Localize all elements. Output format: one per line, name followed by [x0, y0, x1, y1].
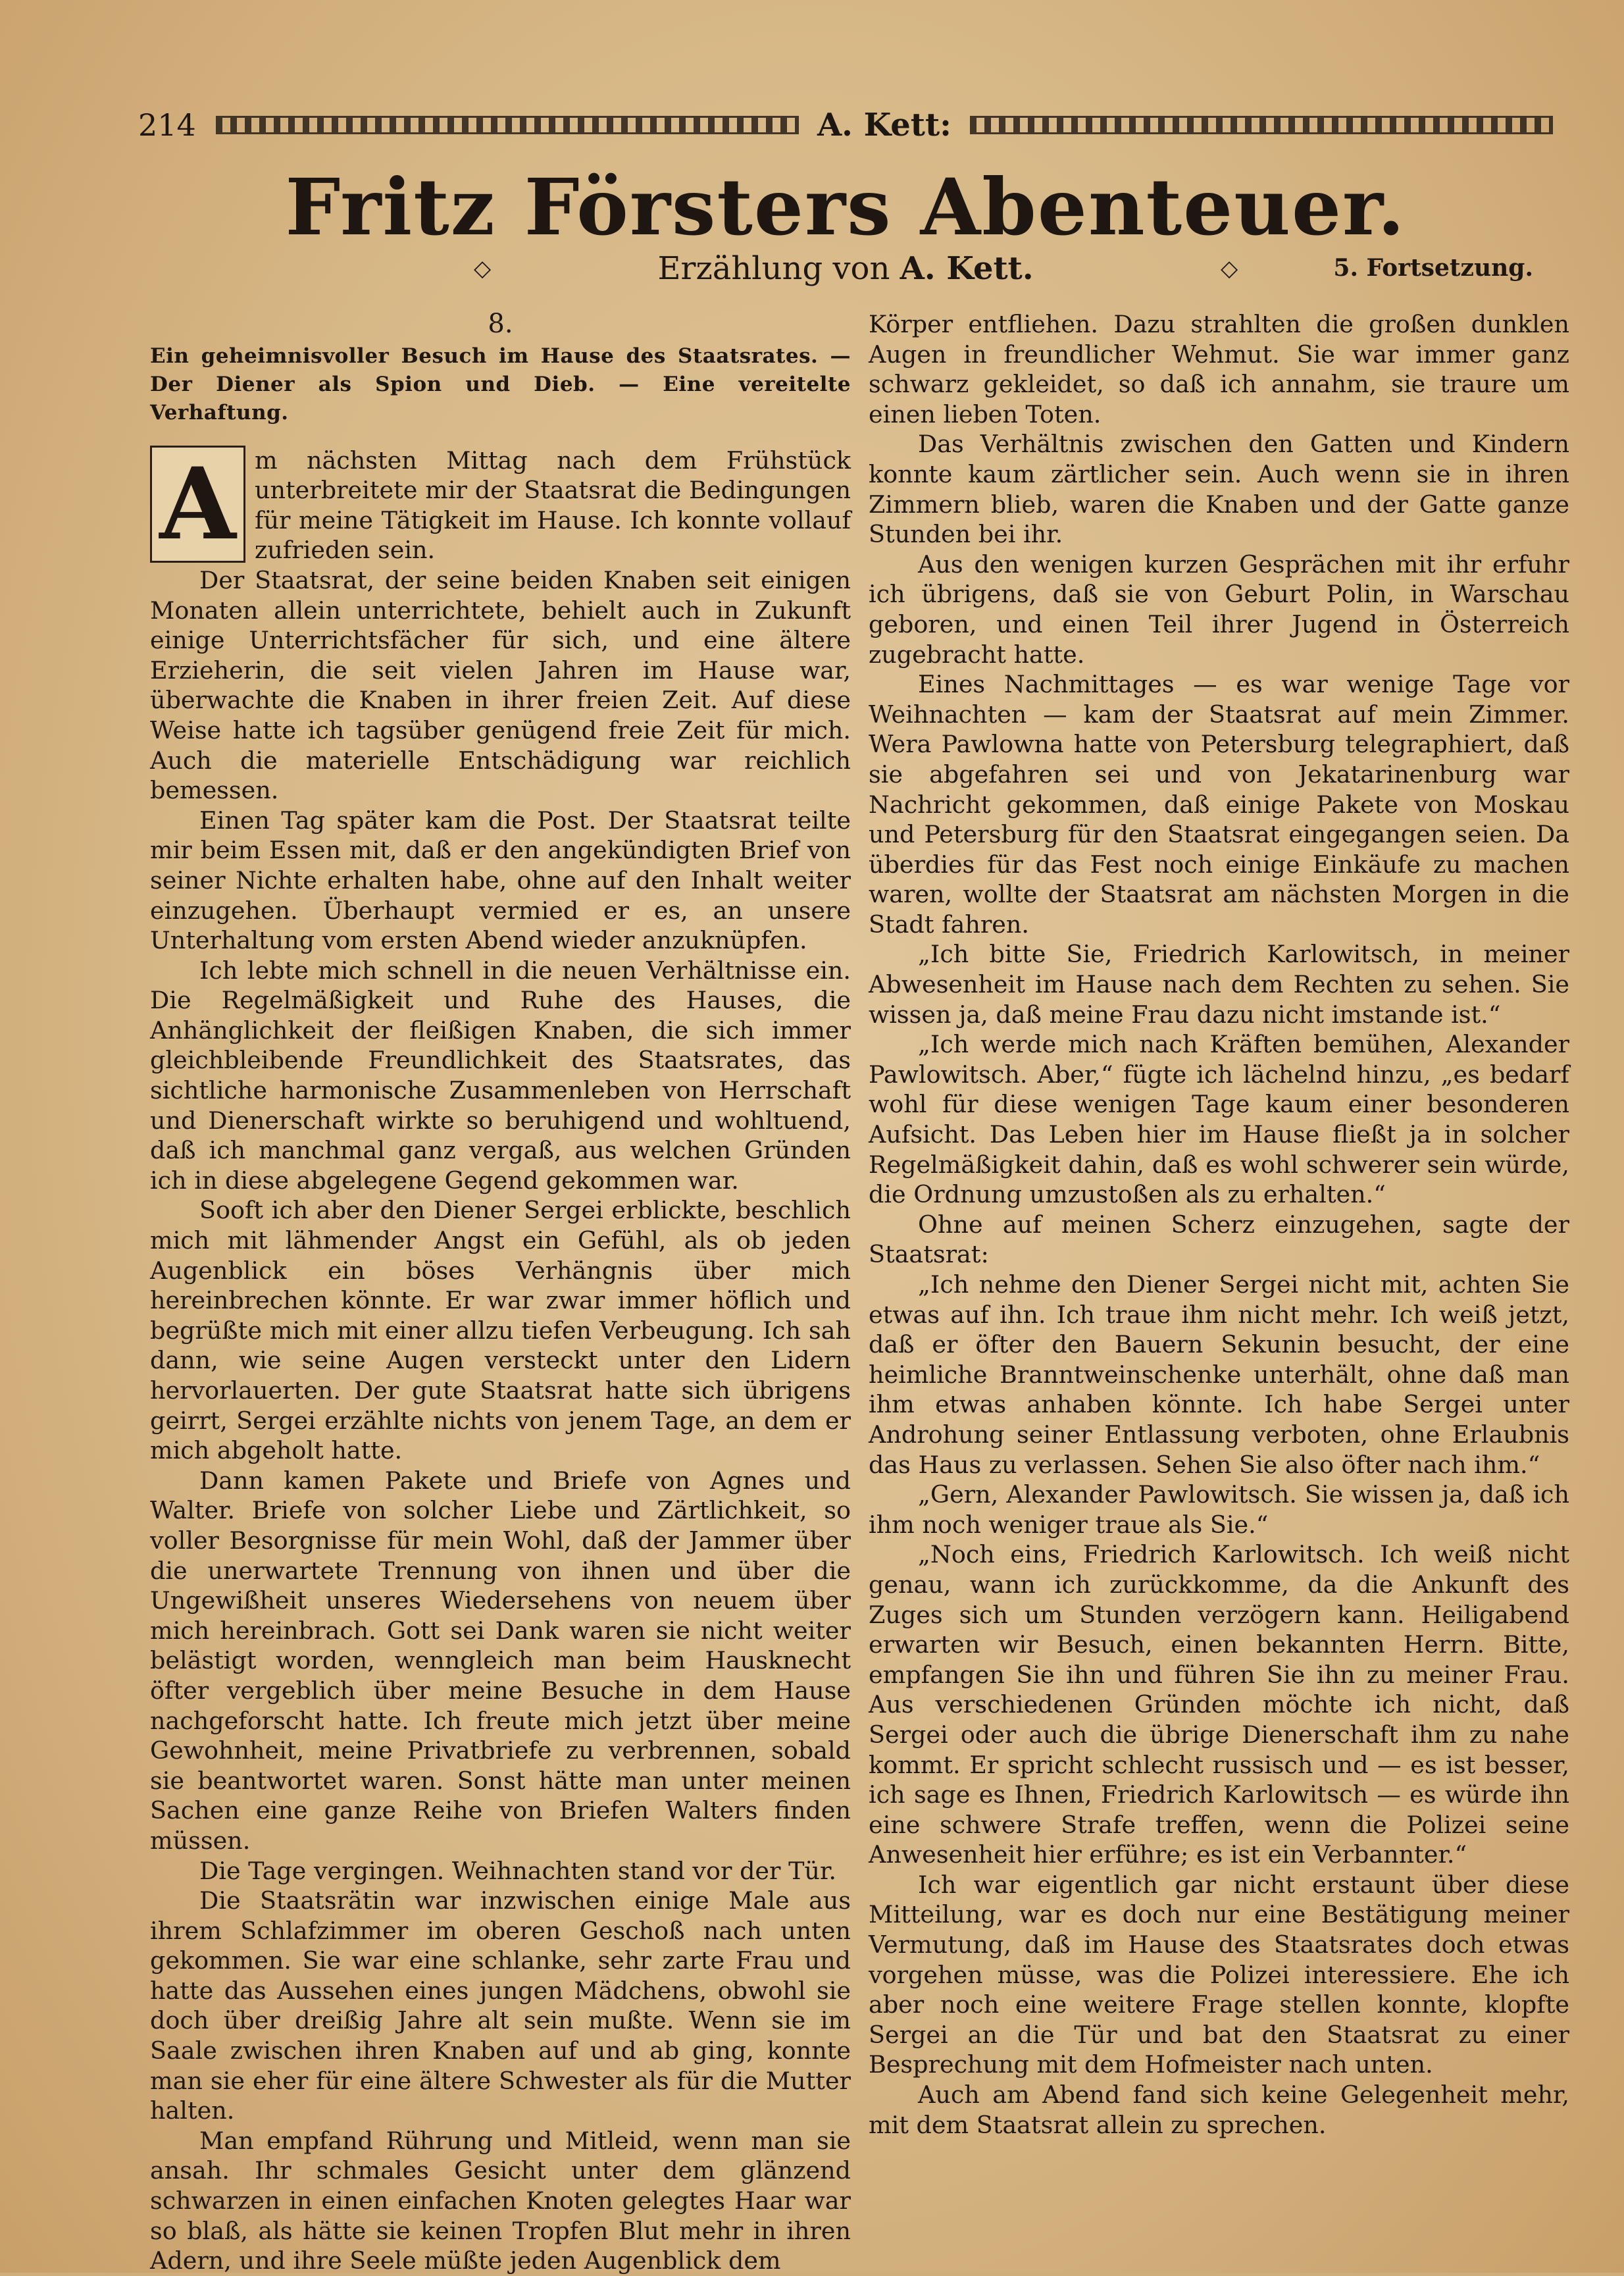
paragraph: Die Staatsrätin war inzwischen einige Male aus ihrem Schlafzimmer im oberen Geschoß nach unten gekommen. Sie war eine schlanke, sehr zarte Frau und hatte das Aussehen eines jungen Mädchens, obwohl sie doch über dreißig Jahre alt sein mußte. Wenn sie im Saale zwischen ihren Knaben auf und ab ging, konnte man sie eher für eine ältere Schwester als für die Mutter halten. [150, 1886, 851, 2125]
running-author: A. Kett: [817, 107, 952, 143]
paragraph: Ohne auf meinen Scherz einzugehen, sagte der Staatsrat: [869, 1210, 1569, 1269]
drop-cap: A [150, 446, 245, 563]
page-number: 214 [138, 107, 196, 143]
paragraph: „Gern, Alexander Pawlowitsch. Sie wissen ja, daß ich ihm noch weniger traue als Sie.“ [869, 1480, 1569, 1539]
installment-label: 5. Fortsetzung. [1333, 254, 1533, 282]
paragraph: Man empfand Rührung und Mitleid, wenn man sie ansah. Ihr schmales Gesicht unter dem glänzend schwarzen in einen einfachen Knoten gelegtes Haar war so blaß, als hätte sie keinen Tropfen Blut mehr in ihren Adern, und ihre Seele müßte jeden Augenblick dem [150, 2126, 851, 2275]
paragraph: Ich war eigentlich gar nicht erstaunt über diese Mitteilung, war es doch nur eine Bestätigung meiner Vermutung, daß im Hause des Staatsrates doch etwas vorgehen müsse, was die Polizei interessiere. Ehe ich aber noch eine weitere Frage stellen konnte, klopfte Sergei an die Tür und bat den Staatsrat zu einer Besprechung mit dem Hofmeister nach unten. [869, 1870, 1569, 2079]
paragraph: Einen Tag später kam die Post. Der Staatsrat teilte mir beim Essen mit, daß er den angekündigten Brief von seiner Nichte erhalten habe, ohne auf den Inhalt weiter einzugehen. Überhaupt vermied er es, an unsere Unterhaltung vom ersten Abend wieder anzuknüpfen. [150, 806, 851, 955]
paragraph: „Ich nehme den Diener Sergei nicht mit, achten Sie etwas auf ihn. Ich traue ihm nicht mehr. Ich weiß jetzt, daß er öfter den Bauern Sekunin besucht, der eine heimliche Branntweinschenke unterhält, ohne daß man ihm etwas anhaben könnte. Ich habe Sergei unter Androhung seiner Entlassung verboten, ohne Erlaubnis das Haus zu verlassen. Sehen Sie also öfter nach ihm.“ [869, 1270, 1569, 1479]
opening-paragraph [150, 446, 851, 565]
paragraph: „Ich bitte Sie, Friedrich Karlowitsch, in meiner Abwesenheit im Hause nach dem Rechten zu sehen. Sie wissen ja, daß meine Frau dazu nicht imstande ist.“ [869, 940, 1569, 1029]
subtitle-prefix: Erzählung von [657, 250, 890, 287]
chapter-number: 8. [488, 309, 513, 339]
paragraph: Eines Nachmittages — es war wenige Tage vor Weihnachten — kam der Staatsrat auf mein Zimmer. Wera Pawlowna hatte von Petersburg telegraphiert, daß sie abgefahren sei und von Jekatarinenburg war Nachricht gekommen, daß einige Pakete von Moskau und Petersburg für den Staatsrat eingegangen seien. Da überdies für das Fest noch einige Einkäufe zu machen waren, wollte der Staatsrat am nächsten Morgen in die Stadt fahren. [869, 670, 1569, 939]
paragraph-continuation: Körper entfliehen. Dazu strahlten die großen dunklen Augen in freundlicher Wehmut. Sie war immer ganz schwarz gekleidet, so daß ich annahm, sie traure um einen lieben Toten. [869, 310, 1569, 428]
text-column-right [869, 309, 1569, 2218]
paragraph: Aus den wenigen kurzen Gesprächen mit ihr erfuhr ich übrigens, daß sie von Geburt Polin, in Warschau geboren, und einen Teil ihrer Jugend in Österreich zugebracht hatte. [869, 550, 1569, 669]
paragraph: Auch am Abend fand sich keine Gelegenheit mehr, mit dem Staatsrat allein zu sprechen. [869, 2081, 1569, 2139]
ornament-rule-left [216, 116, 799, 134]
diamond-ornament-right: ◇ [1221, 255, 1238, 282]
paragraph: Das Verhältnis zwischen den Gatten und Kindern konnte kaum zärtlicher sein. Auch wenn sie in ihren Zimmern blieb, waren die Knaben und der Gatte ganze Stunden bei ihr. [869, 430, 1569, 549]
text-column-left [150, 309, 851, 2275]
paragraph: Ich lebte mich schnell in die neuen Verhältnisse ein. Die Regelmäßigkeit und Ruhe des Hauses, die Anhänglichkeit der fleißigen Knaben, die sich immer gleichbleibende Freundlichkeit des Staatsrates, das sichtliche harmonische Zusammenleben von Herrschaft und Dienerschaft wirkte so beruhigend und wohltuend, daß ich manchmal ganz vergaß, aus welchen Gründen ich in diese abgelegene Gegend gekommen war. [150, 956, 851, 1195]
ornament-rule-right [970, 116, 1553, 134]
paragraph: „Ich werde mich nach Kräften bemühen, Alexander Pawlowitsch. Aber,“ fügte ich lächelnd hinzu, „es bedarf wohl für diese wenigen Tage kaum einer besonderen Aufsicht. Das Leben hier im Hause fließt ja in solcher Regelmäßigkeit dahin, daß es wohl schwerer sein würde, die Ordnung umzustoßen als zu erhalten.“ [869, 1030, 1569, 1209]
running-header [138, 105, 1553, 145]
subtitle-author: A. Kett. [900, 250, 1034, 287]
paragraph: Die Tage vergingen. Weihnachten stand vor der Tür. [199, 1856, 836, 1885]
story-title: Fritz Försters Abenteuer. [285, 161, 1406, 253]
subtitle-line [138, 250, 1553, 290]
paragraph: Sooft ich aber den Diener Sergei erblickte, beschlich mich mit lähmender Angst ein Gefühl, als ob jeden Augenblick ein böses Verhängnis über mich hereinbrechen könnte. Er war zwar immer höflich und begrüßte mich mit einer allzu tiefen Verbeugung. Ich sah dann, wie seine Augen versteckt unter den Lidern hervorlauerten. Der gute Staatsrat hatte sich übrigens geirrt, Sergei erzählte nichts von jenem Tage, an dem er mich abgeholt hatte. [150, 1196, 851, 1465]
chapter-summary: Ein geheimnisvoller Besuch im Hause des Staatsrates. — Der Diener als Spion und Dieb. — Eine vereitelte Verhaftung. [150, 344, 851, 425]
paragraph: Der Staatsrat, der seine beiden Knaben seit einigen Monaten allein unterrichtete, behielt auch in Zukunft einige Unterrichtsfächer für sich, und eine ältere Erzieherin, die seit vielen Jahren im Hause war, überwachte die Knaben in ihrer freien Zeit. Auf diese Weise hatte ich tagsüber genügend freie Zeit für mich. Auch die materielle Entschädigung war reichlich bemessen. [150, 565, 851, 805]
paragraph: „Noch eins, Friedrich Karlowitsch. Ich weiß nicht genau, wann ich zurückkomme, da die Ankunft des Zuges sich um Stunden verzögern kann. Heiligabend erwarten wir Besuch, einen bekannten Herrn. Bitte, empfangen Sie ihn und führen Sie ihn zu meiner Frau. Aus verschiedenen Gründen möchte ich nicht, daß Sergei oder auch die übrige Dienerschaft ihm zu nahe kommt. Er spricht schlecht russisch und — es ist besser, ich sage es Ihnen, Friedrich Karlowitsch — es würde ihn eine schwere Strafe treffen, wenn die Polizei seine Anwesenheit hier erführe; es ist ein Verbannter.“ [869, 1540, 1569, 1869]
paragraph: Dann kamen Pakete und Briefe von Agnes und Walter. Briefe von solcher Liebe und Zärtlichkeit, so voller Besorgnisse für mein Wohl, daß der Jammer über die unerwartete Trennung von ihnen und über die Ungewißheit unseres Wiedersehens von neuem über mich hereinbrach. Gott sei Dank waren sie nicht weiter belästigt worden, wenngleich man beim Hausknecht öfter vergeblich über meine Besuche in dem Hause nachgeforscht hatte. Ich freute mich jetzt über meine Gewohnheit, meine Privatbriefe zu verbrennen, sobald sie beantwortet waren. Sonst hätte man unter meinen Sachen eine ganze Reihe von Briefen Walters finden müssen. [150, 1466, 851, 1855]
opening-text: m nächsten Mittag nach dem Frühstück unterbreitete mir der Staatsrat die Bedingungen für meine Tätigkeit im Hause. Ich konnte vollauf zufrieden sein. [255, 446, 851, 565]
diamond-ornament-left: ◇ [474, 255, 492, 282]
